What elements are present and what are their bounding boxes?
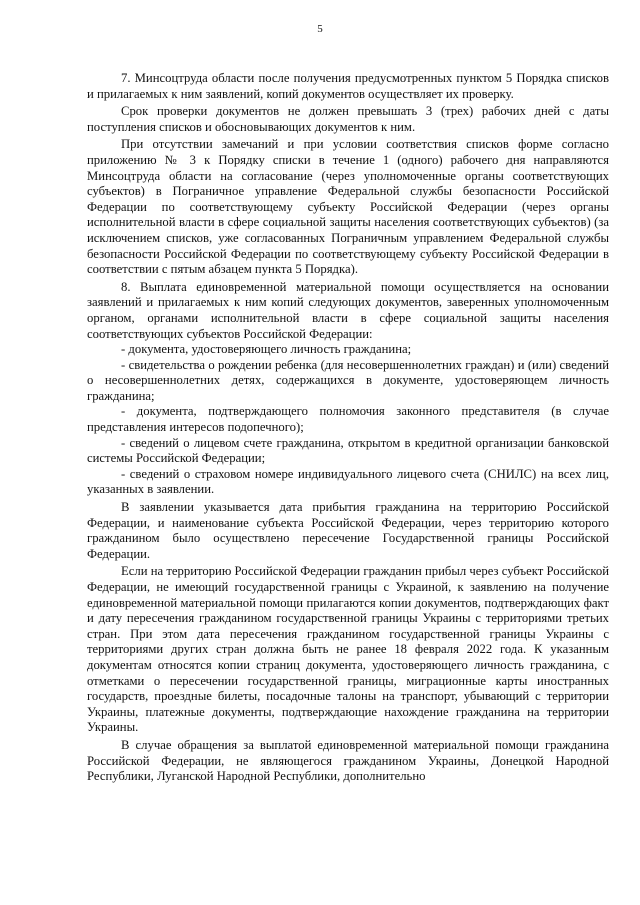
paragraph-review-term: Срок проверки документов не должен превышать 3 (трех) рабочих дней с даты поступления списков и обосновывающих документов к ним. <box>87 104 609 134</box>
list-item-snils: - сведений о страховом номере индивидуального лицевого счета (СНИЛС) на всех лиц, указанных в заявлении. <box>87 466 609 497</box>
paragraph-8-payment: 8. Выплата единовременной материальной помощи осуществляется на основании заявлений и прилагаемых к ним копий следующих документов, заверенных уполномоченным органом, органами исполнительной власти в сфере социальной защиты населения соответствующих субъектов Российской Федерации: <box>87 279 609 341</box>
list-item-identity-document: - документа, удостоверяющего личность гражданина; <box>121 342 412 357</box>
list-item-representative-authority: - документа, подтверждающего полномочия законного представителя (в случае представления интересов подопечного); <box>87 404 609 435</box>
paragraph-russian-citizen: В случае обращения за выплатой единовременной материальной помощи гражданина Российской Федерации, не являющегося гражданином Украины, Донецкой Народной Республики, Луганской Народной Республики, дополнительно <box>87 737 609 784</box>
list-item-birth-certificate: - свидетельства о рождении ребенка (для несовершеннолетних граждан) и (или) сведений о несовершеннолетних детях, содержащихся в документе, удостоверяющем личность гражданина; <box>87 357 609 403</box>
paragraph-arrival-date: В заявлении указывается дата прибытия гражданина на территорию Российской Федерации, и наименование субъекта Российской Федерации, через территорию которого гражданином было осуществлено пересечение Государственной границы Российской Федерации. <box>87 500 609 561</box>
page-number: 5 <box>317 23 323 35</box>
paragraph-border-crossing: Если на территорию Российской Федерации гражданин прибыл через субъект Российской Федерации, не имеющий государственной границы с Украиной, к заявлению на получение единовременной материальной помощи прилагаются копии документов, подтверждающих факт и дату пересечения гражданином государственной границы Украины с территориями третьих стран. При этом дата пересечения гражданином государственной границы Украины с территориями других стран должна быть не ранее 18 февраля 2022 года. К указанным документам относятся копии страниц документа, удостоверяющего личность гражданина, с отметками о пересечении государственной границы, миграционные карты иностранных государств, проездные билеты, посадочные талоны на транспорт, убывающий с территории Украины, платежные документы, подтверждающие нахождение гражданина на территории Украины. <box>87 564 609 735</box>
paragraph-approval: При отсутствии замечаний и при условии соответствия списков форме согласно приложению № 3 к Порядку списки в течение 1 (одного) рабочего дня направляются Минсоцтруда области на согласование (через уполномоченные органы соответствующих субъектов) в Пограничное управление Федеральной службы безопасности Российской Федерации по соответствующему субъекту Российской Федерации (через органы исполнительной власти в сфере социальной защиты населения соответствующих субъектов) (за исключением списков, уже согласованных Пограничным управлением Федеральной службы безопасности Российской Федерации по соответствующему субъекту Российской Федерации в соответствии с пятым абзацем пункта 5 Порядка). <box>87 137 609 277</box>
document-body <box>87 71 609 785</box>
list-item-bank-account: - сведений о лицевом счете гражданина, открытом в кредитной организации банковской системы Российской Федерации; <box>87 435 609 466</box>
paragraph-7-review: 7. Минсоцтруда области после получения предусмотренных пунктом 5 Порядка списков и прилагаемых к ним заявлений, копий документов осуществляет их проверку. <box>87 71 609 101</box>
